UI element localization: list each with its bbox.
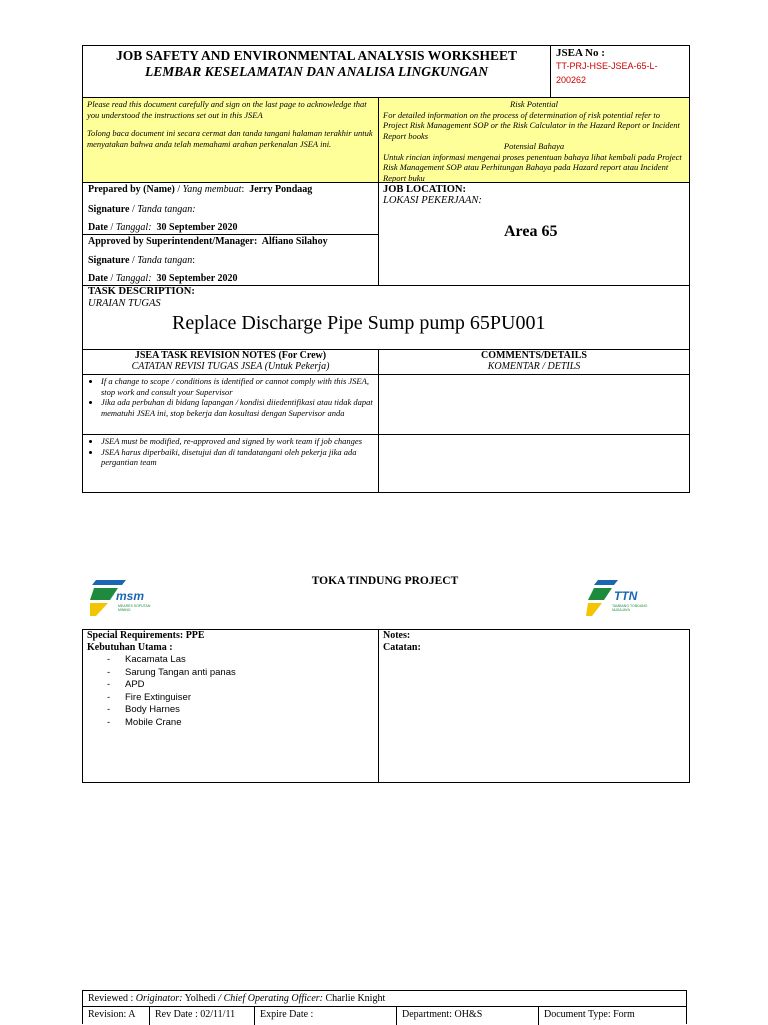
revision-row-1 (82, 374, 379, 435)
revision-title-id: CATATAN REVISI TUGAS JSEA (Untuk Pekerja) (131, 361, 330, 372)
comments-title-id: KOMENTAR / DETILS (487, 361, 581, 372)
prepared-name: Jerry Pondaag (249, 184, 313, 195)
title-en: JOB SAFETY AND ENVIRONMENTAL ANALYSIS WORKSHEET (116, 48, 517, 63)
requirements-label-id: Kebutuhan Utama : (87, 642, 173, 653)
list-item: - Fire Extinguiser (107, 692, 374, 705)
risk-text-id: Untuk rincian informasi mengenai proses penentuan bahaya lihat kembali pada Project Risk Management SOP atau Perhitungan Bahaya pada Hazard report atau Incident Report buku (383, 151, 682, 183)
prepared-by: Prepared by (Name) / Yang membuat: Jerry Pondaag (88, 184, 313, 195)
revision-header-right (378, 349, 690, 375)
jsea-number-box (550, 45, 690, 98)
footer-document-type: Document Type: Form (538, 1007, 635, 1025)
list-item: • Jika ada perbuhan di bidang lapangan / kondisi diiedentifikasi atau tidak dapat mematuhi JSEA ini, stop bekerja dan kosultasi dengan Supervisor anda (101, 397, 376, 418)
notes-label-en: Notes: (383, 630, 411, 641)
instructions-box (82, 97, 379, 183)
location-box (378, 182, 690, 286)
approved-signature: Signature / Tanda tangan: (88, 255, 195, 266)
notes-box (378, 629, 690, 783)
reviewed-label: Reviewed : (88, 993, 134, 1004)
instructions-en: Please read this document carefully and sign on the last page to acknowledge that you understood the instructions set out in this JSEA (87, 99, 367, 120)
jsea-no-value-2: 200262 (556, 75, 587, 85)
prepared-box (82, 182, 379, 286)
approved-name: Alfiano Silahoy (261, 236, 328, 247)
revision-row-2-comments (378, 434, 690, 493)
coo-name: Charlie Knight (325, 993, 386, 1004)
requirements-box (82, 629, 379, 783)
task-label-en: TASK DESCRIPTION: (88, 286, 195, 297)
footer-rev-date: Rev Date : 02/11/11 (149, 1007, 235, 1025)
prepared-date: Date / Tanggal: 30 September 2020 (88, 222, 238, 233)
comments-title-en: COMMENTS/DETAILS (481, 350, 587, 361)
footer-revision: Revision: A (88, 1009, 136, 1020)
project-title: TOKA TINDUNG PROJECT (311, 575, 459, 587)
logo-msm (88, 576, 168, 618)
footer-department: Department: OH&S (396, 1007, 482, 1025)
prepared-signature: Signature / Tanda tangan: (88, 204, 196, 215)
list-item: • If a change to scope / conditions is identified or cannot comply with this JSEA, stop work and consult your Supervisor (101, 376, 376, 397)
footer-expire-date: Expire Date : (254, 1007, 313, 1025)
list-item: - Mobile Crane (107, 717, 374, 730)
list-item: • JSEA must be modified, re-approved and signed by work team if job changes (101, 436, 376, 447)
list-item: - Sarung Tangan anti panas (107, 667, 374, 680)
logo-ttn (584, 576, 664, 618)
risk-title-en: Risk Potential (510, 99, 558, 109)
task-box (82, 285, 690, 350)
footer-meta-row (82, 1006, 687, 1024)
location-label-id: LOKASI PEKERJAAN: (383, 195, 482, 206)
location-label-en: JOB LOCATION: (383, 184, 466, 195)
list-item: - Body Harnes (107, 704, 374, 717)
revision-header-left (82, 349, 379, 375)
approved-section (83, 234, 378, 286)
header-title-box (82, 45, 551, 98)
approved-date: Date / Tanggal: 30 September 2020 (88, 273, 238, 284)
ttn-logo-subtext: TAMBANG TONDANO NUSAJAYA (612, 604, 648, 612)
ttn-logo-text: TTN (614, 589, 638, 603)
revision-row-1-list (83, 376, 376, 418)
task-value: Replace Discharge Pipe Sump pump 65PU001 (172, 312, 546, 334)
msm-logo-text: msm (116, 589, 145, 603)
notes-label-id: Catatan: (383, 642, 421, 653)
revision-row-2-list (83, 436, 376, 468)
risk-title-id: Potensial Bahaya (503, 141, 565, 151)
requirements-list (87, 654, 374, 730)
risk-box (378, 97, 690, 183)
jsea-no-label: JSEA No : (556, 47, 605, 59)
requirements-label-en: Special Requirements: PPE (87, 630, 205, 641)
footer-reviewed-row: Reviewed : Originator: Yolhedi / Chief Operating Officer: Charlie Knight (82, 990, 687, 1007)
revision-row-2 (82, 434, 379, 493)
risk-text-en: For detailed information on the process of determination of risk potential refer to Project Risk Management SOP or the Risk Calculator in the Hazard Report or Incident Report books (383, 109, 680, 141)
list-item: - Kacamata Las (107, 654, 374, 667)
list-item: • JSEA harus diperbaiki, disetujui dan di tandatangani oleh pekerja jika ada pergantian team (101, 447, 376, 468)
approved-by: Approved by Superintendent/Manager: Alfiano Silahoy (88, 236, 328, 247)
originator-name: Yolhedi (184, 993, 216, 1004)
title-id: LEMBAR KESELAMATAN DAN ANALISA LINGKUNGAN (144, 64, 489, 79)
list-item: - APD (107, 679, 374, 692)
msm-logo-subtext: MEARES SOPUTAN MINING (118, 604, 151, 612)
task-label-id: URAIAN TUGAS (88, 298, 161, 309)
revision-row-1-comments (378, 374, 690, 435)
jsea-no-value-1: TT-PRJ-HSE-JSEA-65-L- (556, 61, 658, 71)
location-value: Area 65 (504, 223, 558, 240)
revision-title-en: JSEA TASK REVISION NOTES (For Crew) (134, 350, 327, 361)
instructions-id: Tolong baca document ini secara cermat dan tanda tangani halaman terakhir untuk menyatakan bahwa anda telah memahami arahan perkenalan JSEA ini. (87, 128, 373, 149)
